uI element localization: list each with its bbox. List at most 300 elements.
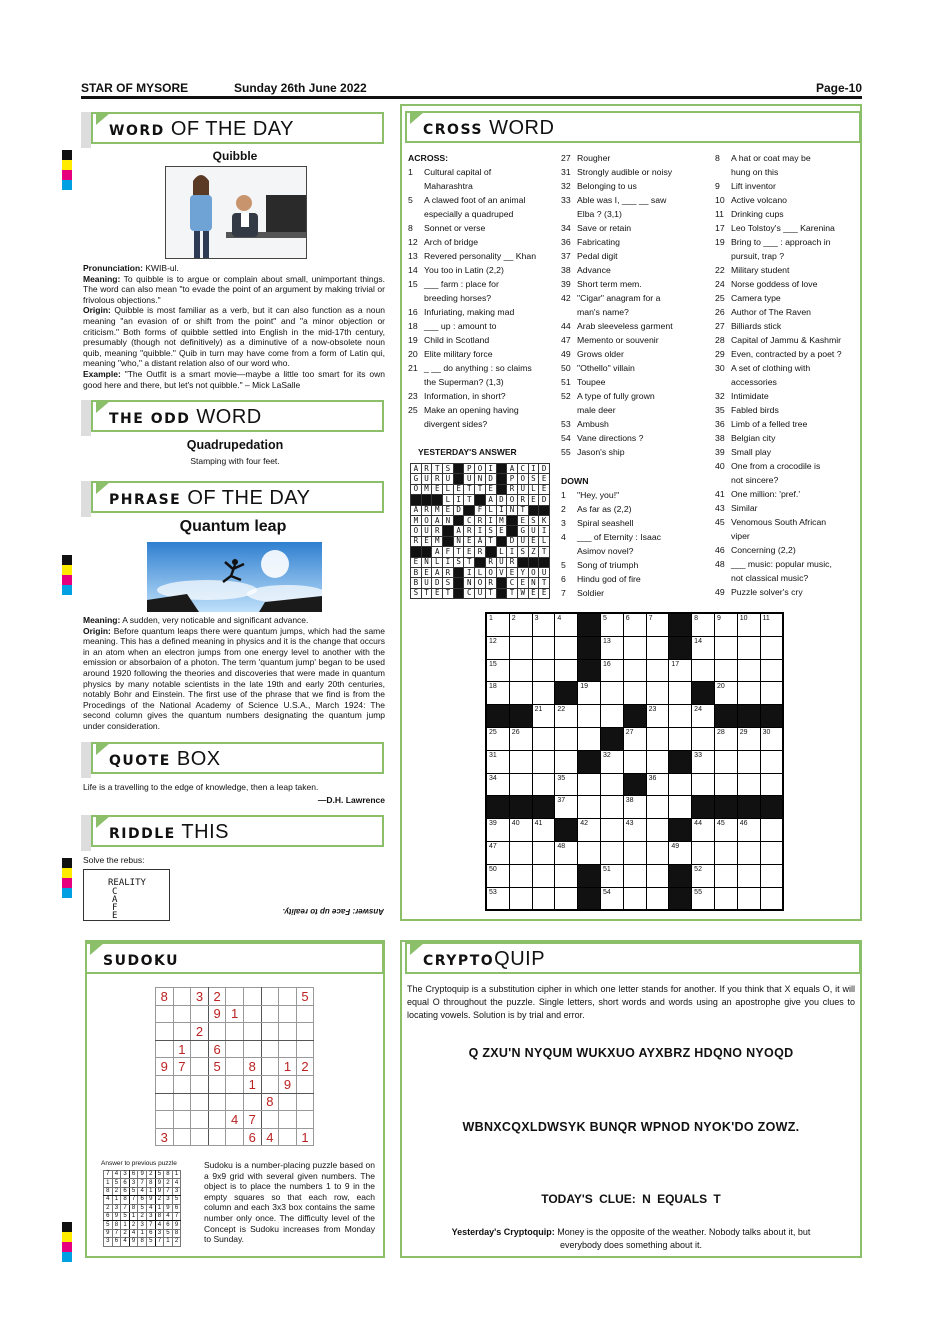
crossword-cell[interactable]: 25 [487, 727, 510, 750]
answer-cell: N [507, 505, 518, 515]
clue-text: accessories [731, 377, 777, 387]
crossword-cell[interactable]: 33 [692, 750, 715, 773]
sudoku-cell[interactable] [156, 1093, 174, 1111]
crossword-cell[interactable]: 16 [600, 659, 623, 682]
crossword-cell[interactable]: 30 [760, 727, 783, 750]
crossword-cell[interactable]: 52 [692, 864, 715, 887]
crossword-cell[interactable] [578, 773, 601, 796]
answer-cell: I [539, 526, 550, 536]
crossword-cell[interactable]: 53 [487, 887, 510, 910]
crossword-cell[interactable] [646, 887, 669, 910]
clue-number [715, 529, 731, 543]
clue-row [715, 487, 861, 501]
answer-cell: 1 [164, 1238, 173, 1246]
sudoku-cell[interactable] [243, 1023, 261, 1041]
clue-number [561, 403, 577, 417]
crossword-cell[interactable] [760, 682, 783, 705]
crossword-cell[interactable]: 14 [692, 636, 715, 659]
answer-cell: 3 [112, 1204, 121, 1212]
crossword-cell[interactable] [737, 773, 760, 796]
crossword-cell[interactable] [760, 819, 783, 842]
clue-number: 29 [715, 349, 725, 359]
crossword-cell[interactable] [555, 750, 578, 773]
sudoku-cell[interactable] [173, 1005, 191, 1023]
crossword-cell[interactable] [509, 773, 532, 796]
crossword-cell[interactable] [737, 659, 760, 682]
sudoku-cell[interactable] [226, 1093, 244, 1111]
sudoku-cell[interactable] [261, 1005, 279, 1023]
sudoku-cell[interactable] [156, 1075, 174, 1093]
crossword-cell[interactable]: 36 [646, 773, 669, 796]
sudoku-cell[interactable] [208, 1111, 226, 1129]
crossword-cell[interactable] [669, 705, 692, 728]
clue-row [715, 445, 861, 459]
sudoku-cell[interactable] [243, 1093, 261, 1111]
crossword-cell[interactable] [646, 819, 669, 842]
crossword-cell[interactable] [646, 636, 669, 659]
crossword-cell[interactable]: 7 [646, 614, 669, 637]
crossword-cell[interactable] [623, 659, 646, 682]
clue-number: 39 [561, 279, 571, 289]
clue-row [408, 389, 558, 403]
answer-cell: E [517, 515, 528, 525]
clue-row [408, 165, 558, 179]
sudoku-cell[interactable] [156, 1005, 174, 1023]
crossword-cell[interactable] [692, 841, 715, 864]
crossword-cell[interactable] [509, 887, 532, 910]
crossword-cell[interactable] [669, 727, 692, 750]
crossword-cell[interactable]: 50 [487, 864, 510, 887]
sudoku-cell[interactable] [279, 1093, 297, 1111]
crossword-cell[interactable] [509, 636, 532, 659]
previous-answer-label: Answer to previous puzzle [101, 1160, 177, 1167]
answer-cell: 9 [104, 1229, 113, 1237]
crossword-cell[interactable] [600, 682, 623, 705]
crossword-cell[interactable]: 48 [555, 841, 578, 864]
crossword-cell[interactable]: 10 [737, 614, 760, 637]
crossword-cell[interactable]: 26 [509, 727, 532, 750]
clue-row [715, 165, 861, 179]
crossword-cell[interactable]: 8 [692, 614, 715, 637]
clue-number: 18 [408, 321, 418, 331]
answer-cell: U [528, 526, 539, 536]
crossword-cell[interactable]: 38 [623, 796, 646, 819]
clue-text: Leo Tolstoy's ___ Karenina [731, 223, 835, 233]
crossword-cell[interactable] [760, 864, 783, 887]
clue-text: Drinking cups [731, 209, 784, 219]
crossword-cell[interactable]: 15 [487, 659, 510, 682]
crossword-cell[interactable]: 1 [487, 614, 510, 637]
sudoku-cell[interactable] [296, 1023, 314, 1041]
crossword-cell[interactable] [669, 773, 692, 796]
sudoku-cell[interactable] [296, 1075, 314, 1093]
sudoku-cell: 5 [208, 1058, 226, 1076]
sudoku-cell[interactable] [156, 1111, 174, 1129]
clue-number: 19 [408, 335, 418, 345]
crossword-cell[interactable] [578, 727, 601, 750]
crossword-cell[interactable]: 29 [737, 727, 760, 750]
crossword-cell[interactable] [737, 841, 760, 864]
sudoku-cell[interactable] [279, 1128, 297, 1146]
crossword-cell[interactable]: 43 [623, 819, 646, 842]
clue-text: man's name? [577, 307, 629, 317]
crossword-cell[interactable] [714, 659, 737, 682]
yesterday-solution: Money is the opposite of the weather. Nobody talks about it, but everybody does something about it. [557, 1227, 811, 1250]
sudoku-cell[interactable] [173, 1111, 191, 1129]
answer-cell: 7 [138, 1179, 147, 1187]
sudoku-cell: 4 [226, 1111, 244, 1129]
crossword-cell[interactable] [760, 659, 783, 682]
section-title: CRYPTOQUIP [423, 948, 546, 970]
crossword-cell[interactable]: 39 [487, 819, 510, 842]
clue-number: 48 [715, 559, 725, 569]
clue-text: male deer [577, 405, 616, 415]
answer-cell: Z [528, 547, 539, 557]
cryptoquip-header [405, 942, 861, 974]
crossword-cell [669, 887, 692, 910]
clue-row [715, 571, 861, 585]
sudoku-cell[interactable] [261, 1023, 279, 1041]
crossword-cell[interactable] [509, 864, 532, 887]
answer-cell: E [464, 536, 475, 546]
crossword-cell[interactable] [669, 682, 692, 705]
sudoku-cell[interactable] [208, 1093, 226, 1111]
sudoku-cell[interactable] [156, 1023, 174, 1041]
sudoku-cell: 4 [261, 1128, 279, 1146]
crossword-cell[interactable] [623, 636, 646, 659]
crossword-cell[interactable] [509, 682, 532, 705]
crossword-cell[interactable] [646, 864, 669, 887]
answer-cell: E [443, 505, 454, 515]
answer-cell [496, 464, 507, 474]
clue-number: 15 [408, 279, 418, 289]
sudoku-cell[interactable] [296, 1093, 314, 1111]
sudoku-cell[interactable] [243, 988, 261, 1006]
crossword-cell[interactable] [532, 864, 555, 887]
answer-cell: 5 [172, 1196, 181, 1204]
crossword-cell[interactable]: 24 [692, 705, 715, 728]
crossword-cell[interactable]: 27 [623, 727, 646, 750]
sudoku-cell[interactable] [173, 1075, 191, 1093]
sudoku-cell[interactable] [191, 1128, 209, 1146]
clue-number: 11 [715, 209, 725, 219]
answer-cell: E [496, 526, 507, 536]
crossword-cell[interactable] [600, 705, 623, 728]
crossword-cell[interactable] [692, 659, 715, 682]
crossword-cell[interactable] [646, 750, 669, 773]
crossword-cell[interactable]: 34 [487, 773, 510, 796]
crossword-cell[interactable] [623, 841, 646, 864]
clue-row [561, 544, 711, 558]
sudoku-cell[interactable] [261, 1075, 279, 1093]
clue-row [715, 515, 861, 529]
answer-cell: D [496, 495, 507, 505]
crossword-cell[interactable]: 21 [532, 705, 555, 728]
clue-number: 44 [561, 321, 571, 331]
sudoku-cell[interactable] [261, 1058, 279, 1076]
crossword-cell[interactable]: 9 [714, 614, 737, 637]
sudoku-cell[interactable] [173, 1093, 191, 1111]
crossword-cell[interactable]: 12 [487, 636, 510, 659]
answer-cell: 3 [146, 1212, 155, 1220]
crossword-cell[interactable] [692, 727, 715, 750]
crossword-cell[interactable]: 2 [509, 614, 532, 637]
crossword-cell[interactable] [646, 796, 669, 819]
publication-name: STAR OF MYSORE [81, 81, 189, 95]
crossword-cell[interactable] [532, 636, 555, 659]
crossword-cell[interactable] [737, 864, 760, 887]
crossword-cell[interactable] [623, 887, 646, 910]
crossword-cell[interactable] [714, 773, 737, 796]
crossword-cell[interactable] [737, 750, 760, 773]
crossword-cell[interactable] [532, 841, 555, 864]
sudoku-cell[interactable] [296, 1111, 314, 1129]
crossword-cell[interactable] [714, 887, 737, 910]
quote-box-header [91, 742, 384, 774]
clue-row [408, 361, 558, 375]
crossword-cell[interactable] [737, 682, 760, 705]
crossword-cell [532, 796, 555, 819]
sudoku-cell[interactable] [156, 1040, 174, 1058]
sudoku-cell[interactable] [296, 1005, 314, 1023]
crossword-cell[interactable] [600, 841, 623, 864]
sudoku-cell: 6 [208, 1040, 226, 1058]
crossword-cell[interactable] [600, 819, 623, 842]
crossword-cell[interactable] [509, 659, 532, 682]
crossword-cell[interactable] [737, 636, 760, 659]
clue-text: Camera type [731, 293, 781, 303]
clue-row [408, 221, 558, 235]
sudoku-cell[interactable] [208, 1023, 226, 1041]
page-header [81, 79, 862, 99]
crossword-cell[interactable] [555, 727, 578, 750]
crossword-cell [578, 864, 601, 887]
crossword-cell[interactable]: 47 [487, 841, 510, 864]
sudoku-cell[interactable] [261, 988, 279, 1006]
clue-text: Save or retain [577, 223, 632, 233]
crossword-cell[interactable] [555, 636, 578, 659]
crossword-cell[interactable]: 55 [692, 887, 715, 910]
crossword-cell[interactable]: 35 [555, 773, 578, 796]
crossword-cell[interactable]: 51 [600, 864, 623, 887]
clue-number: 40 [715, 461, 725, 471]
clue-number: 7 [561, 588, 566, 598]
crossword-cell[interactable] [532, 682, 555, 705]
crossword-cell[interactable] [760, 887, 783, 910]
crossword-cell[interactable] [623, 864, 646, 887]
clue-number: 35 [715, 405, 725, 415]
sudoku-cell[interactable] [208, 1128, 226, 1146]
crossword-cell[interactable] [532, 773, 555, 796]
crossword-cell[interactable]: 32 [600, 750, 623, 773]
crossword-cell[interactable] [578, 841, 601, 864]
clue-number: 26 [715, 307, 725, 317]
crossword-cell[interactable]: 13 [600, 636, 623, 659]
crossword-cell[interactable]: 42 [578, 819, 601, 842]
crossword-cell[interactable] [532, 750, 555, 773]
clue-row [715, 403, 861, 417]
crossword-cell[interactable] [578, 796, 601, 819]
odd-word-header [91, 400, 384, 432]
crossword-cell[interactable] [760, 773, 783, 796]
sudoku-cell[interactable] [226, 988, 244, 1006]
clue-text: "Cigar" anagram for a [577, 293, 661, 303]
crossword-cell[interactable] [760, 750, 783, 773]
crossword-cell [578, 887, 601, 910]
sudoku-cell[interactable] [191, 1075, 209, 1093]
crossword-cell[interactable] [532, 887, 555, 910]
crossword-cell[interactable] [623, 750, 646, 773]
sudoku-cell[interactable] [279, 988, 297, 1006]
crossword-cell[interactable]: 3 [532, 614, 555, 637]
crossword-cell[interactable] [714, 841, 737, 864]
crossword-cell[interactable] [555, 659, 578, 682]
crossword-cell[interactable]: 22 [555, 705, 578, 728]
sudoku-cell[interactable] [191, 1111, 209, 1129]
clue-text: Concerning (2,2) [731, 545, 796, 555]
crossword-cell[interactable] [737, 887, 760, 910]
crossword-cell[interactable] [555, 887, 578, 910]
crossword-cell[interactable] [646, 727, 669, 750]
answer-cell: 6 [172, 1204, 181, 1212]
answer-cell: S [528, 474, 539, 484]
answer-cell: P [464, 464, 475, 474]
answer-cell: 9 [172, 1221, 181, 1229]
answer-cell: D [539, 464, 550, 474]
clue-row [408, 277, 558, 291]
crossword-cell[interactable] [532, 727, 555, 750]
sudoku-cell[interactable] [226, 1128, 244, 1146]
answer-cell: S [528, 515, 539, 525]
crossword-cell[interactable]: 54 [600, 887, 623, 910]
sudoku-cell[interactable] [173, 1023, 191, 1041]
crossword-cell[interactable] [760, 636, 783, 659]
sudoku-cell[interactable] [173, 988, 191, 1006]
rebus-letter: E [112, 911, 118, 921]
crossword-cell[interactable] [532, 659, 555, 682]
sudoku-cell[interactable] [191, 1040, 209, 1058]
crossword-cell[interactable] [623, 682, 646, 705]
crossword-cell[interactable]: 40 [509, 819, 532, 842]
crossword-cell[interactable]: 18 [487, 682, 510, 705]
crossword-cell[interactable] [714, 636, 737, 659]
crossword-cell[interactable] [509, 750, 532, 773]
clue-row [561, 389, 711, 403]
sudoku-cell[interactable] [191, 1093, 209, 1111]
crossword-cell[interactable]: 23 [646, 705, 669, 728]
crossword-cell[interactable]: 20 [714, 682, 737, 705]
sudoku-cell[interactable] [226, 1040, 244, 1058]
crossword-cell [487, 796, 510, 819]
sudoku-cell[interactable] [279, 1111, 297, 1129]
clue-row [408, 235, 558, 249]
sudoku-cell: 8 [261, 1093, 279, 1111]
crossword-cell[interactable]: 49 [669, 841, 692, 864]
crossword-cell[interactable] [509, 841, 532, 864]
crossword-cell[interactable]: 5 [600, 614, 623, 637]
clue-row [561, 221, 711, 235]
crossword-cell[interactable] [600, 796, 623, 819]
sudoku-cell[interactable] [261, 1040, 279, 1058]
clue-row [715, 529, 861, 543]
page-number: Page-10 [815, 81, 862, 95]
crossword-cell[interactable] [669, 796, 692, 819]
sudoku-cell[interactable] [191, 1005, 209, 1023]
crossword-cell[interactable] [646, 841, 669, 864]
crossword-cell[interactable] [555, 864, 578, 887]
clue-text: Advance [577, 265, 611, 275]
clue-number [408, 291, 424, 305]
crossword-cell[interactable] [714, 864, 737, 887]
crossword-cell[interactable]: 46 [737, 819, 760, 842]
answer-cell: T [464, 484, 475, 494]
answer-cell [464, 505, 475, 515]
sudoku-cell[interactable] [243, 1040, 261, 1058]
answer-cell: 5 [112, 1179, 121, 1187]
answer-cell: L [475, 567, 486, 577]
crossword-cell[interactable] [646, 659, 669, 682]
clue-number: 24 [715, 279, 725, 289]
clue-number: 51 [561, 377, 571, 387]
answer-cell: N [528, 578, 539, 588]
answer-cell: C [517, 464, 528, 474]
answer-cell: 4 [172, 1179, 181, 1187]
crossword-cell[interactable]: 44 [692, 819, 715, 842]
sudoku-cell[interactable] [208, 1075, 226, 1093]
answer-cell: R [507, 557, 518, 567]
crossword-cell[interactable]: 45 [714, 819, 737, 842]
crossword-cell[interactable]: 19 [578, 682, 601, 705]
sudoku-cell[interactable] [279, 1023, 297, 1041]
crossword-cell[interactable] [692, 773, 715, 796]
sudoku-cell[interactable] [226, 1023, 244, 1041]
sudoku-cell[interactable] [243, 1005, 261, 1023]
answer-cell: 4 [112, 1171, 121, 1179]
clue-text: Strongly audible or noisy [577, 167, 673, 177]
answer-cell: E [539, 588, 550, 598]
sudoku-cell[interactable] [296, 1040, 314, 1058]
answer-cell: T [507, 588, 518, 598]
crossword-cell[interactable] [714, 750, 737, 773]
crossword-cell[interactable] [760, 841, 783, 864]
sudoku-cell[interactable] [226, 1058, 244, 1076]
crossword-cell[interactable]: 4 [555, 614, 578, 637]
sudoku-cell[interactable] [226, 1075, 244, 1093]
answer-cell: 7 [104, 1171, 113, 1179]
sudoku-cell[interactable] [173, 1128, 191, 1146]
crossword-cell[interactable] [578, 705, 601, 728]
crossword-cell[interactable]: 31 [487, 750, 510, 773]
cryptoquip-line-2: WBNXCQXLDWSYK BUNQR WPNOD NYOK'DO ZOWZ. [462, 1120, 800, 1134]
answer-cell: 4 [121, 1238, 130, 1246]
sudoku-cell[interactable] [191, 1058, 209, 1076]
crossword-cell[interactable]: 41 [532, 819, 555, 842]
crossword-cell[interactable]: 37 [555, 796, 578, 819]
sudoku-cell[interactable] [261, 1111, 279, 1129]
crossword-cell[interactable]: 11 [760, 614, 783, 637]
crossword-cell[interactable] [646, 682, 669, 705]
yesterday-answer-label: YESTERDAY'S ANSWER [418, 447, 517, 457]
answer-cell: R [443, 567, 454, 577]
crossword-cell[interactable]: 17 [669, 659, 692, 682]
sudoku-cell: 1 [243, 1075, 261, 1093]
clue-row [408, 263, 558, 277]
crossword-cell[interactable]: 28 [714, 727, 737, 750]
sudoku-cell[interactable] [279, 1040, 297, 1058]
crossword-cell[interactable] [600, 773, 623, 796]
crossword-cell[interactable]: 6 [623, 614, 646, 637]
sudoku-cell[interactable] [279, 1005, 297, 1023]
